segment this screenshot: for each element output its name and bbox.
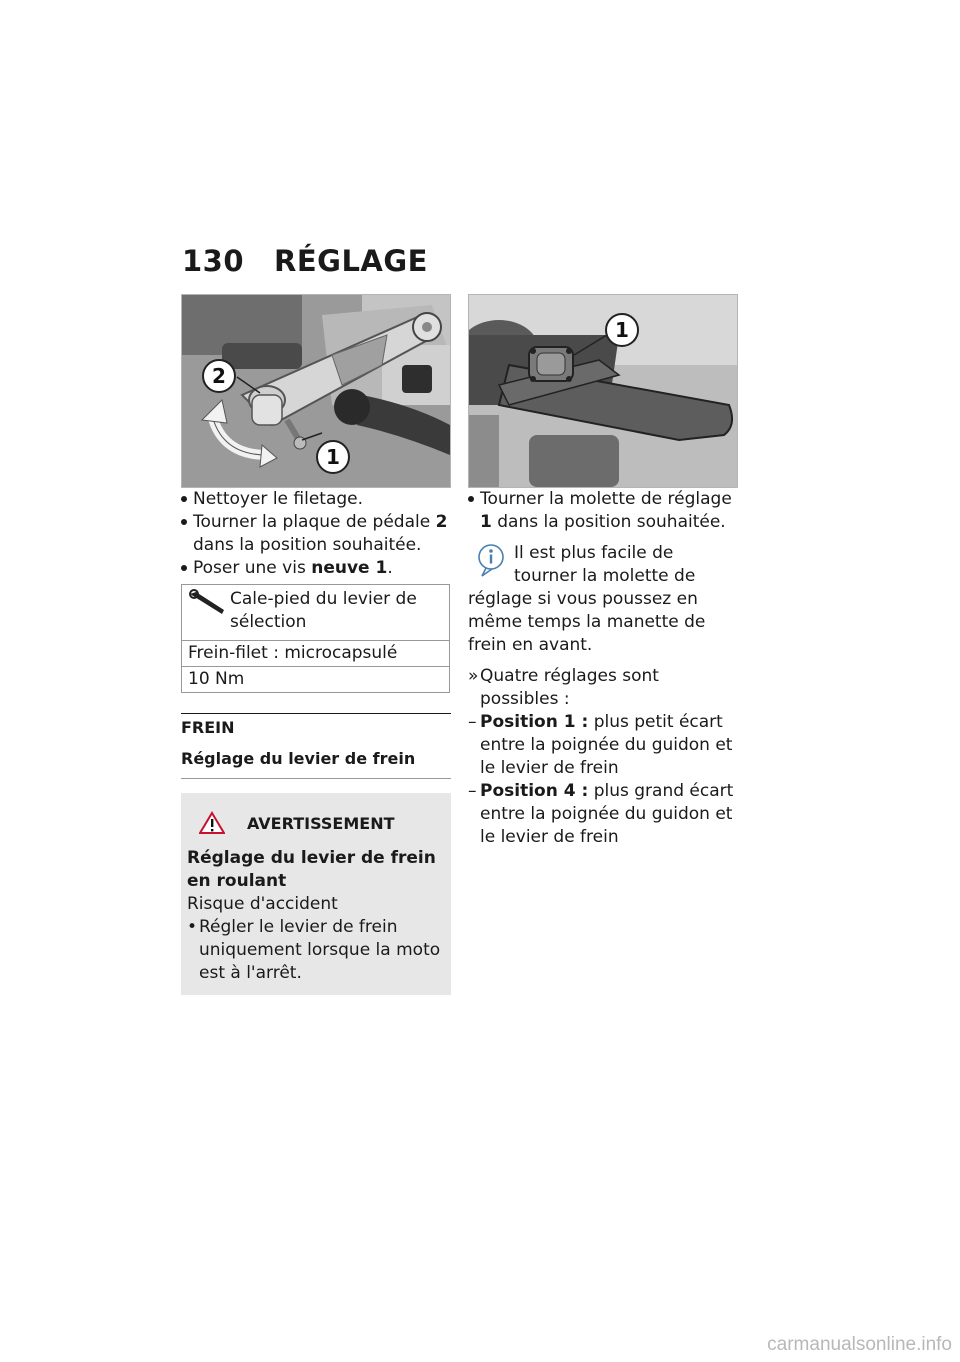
info-note	[468, 542, 736, 657]
spec-table-title: Cale-pied du levier de sélection	[230, 589, 417, 632]
option-position-4: – Position 4 : plus grand écart entre la poignée du guidon et le levier de frein	[468, 781, 734, 847]
right-column	[468, 488, 736, 849]
step-clean-thread: Nettoyer le filetage.	[181, 488, 451, 511]
result-line: » Quatre réglages sont possibles :	[468, 666, 659, 709]
warning-header	[187, 811, 445, 835]
callout-1: 1	[316, 440, 350, 474]
option-position-1: – Position 1 : plus petit écart entre la poignée du guidon et le levier de frein	[468, 712, 733, 778]
torque-spec-table	[181, 584, 450, 693]
warning-instruction: • Régler le levier de frein uniquement lorsque la moto est à l'arrêt.	[187, 917, 441, 983]
page-title: RÉGLAGE	[274, 244, 428, 278]
wrench-icon	[186, 588, 230, 618]
section-title: FREIN	[181, 713, 451, 739]
spec-row-threadlocker: Frein-filet : microcapsulé	[182, 640, 449, 666]
left-column	[181, 488, 451, 995]
callout-2: 2	[202, 359, 236, 393]
warning-box	[181, 793, 451, 995]
page-number: 130	[182, 244, 245, 278]
callout-1-brake: 1	[605, 313, 639, 347]
brake-lever-illustration	[469, 295, 737, 487]
spec-table-header	[182, 585, 449, 640]
info-icon	[476, 542, 506, 578]
figure-gear-lever	[181, 294, 451, 488]
subsection-title: Réglage du levier de frein	[181, 747, 451, 779]
step-turn-adjuster: Tourner la molette de réglage 1 dans la position souhaitée.	[468, 488, 736, 534]
info-text: Il est plus facile de tourner la molette de réglage si vous poussez en même temps la manette de frein en avant.	[468, 543, 706, 655]
warning-heading: Réglage du levier de frein en roulant	[187, 848, 436, 891]
page-header	[182, 244, 428, 278]
step-new-screw: Poser une vis neuve 1.	[181, 557, 451, 580]
watermark: carmanualsonline.info	[767, 1334, 952, 1355]
figure-brake-lever	[468, 294, 738, 488]
warning-triangle-icon	[199, 811, 225, 835]
warning-label: AVERTISSEMENT	[247, 813, 395, 833]
step-turn-pedal-plate: Tourner la plaque de pédale 2 dans la position souhaitée.	[181, 511, 451, 557]
warning-risk: Risque d'accident	[187, 894, 338, 914]
spec-row-torque: 10 Nm	[182, 666, 449, 692]
